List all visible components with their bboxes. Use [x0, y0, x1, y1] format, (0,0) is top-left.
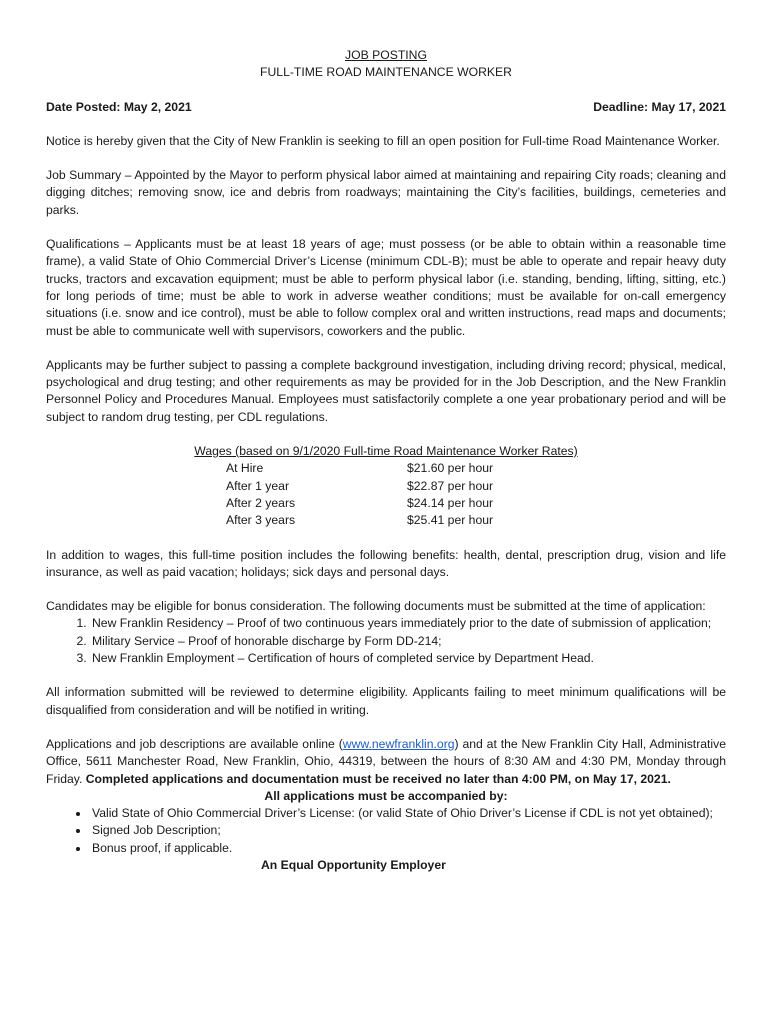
document-title: JOB POSTING [345, 48, 427, 62]
wage-row [46, 460, 726, 477]
list-item: 1. New Franklin Residency – Proof of two continuous years immediately prior to the date of submission of application; [90, 615, 726, 632]
requirements-list [46, 805, 726, 857]
website-link[interactable]: www.newfranklin.org [342, 736, 455, 751]
wage-row [46, 512, 726, 529]
requirements-heading: All applications must be accompanied by: [264, 788, 508, 803]
benefits-paragraph: In addition to wages, this full-time position includes the following benefits: health, dental, prescription drug, vision and life insurance, as well as paid vacation; holidays; sick days and personal days. [46, 547, 726, 579]
background-paragraph: Applicants may be further subject to passing a complete background investigation, including driving record; physical, medical, psychological and drug testing; and other requirements as may be provided for in the Job Description, and the New Franklin Personnel Policy and Procedures Manual. Employees must satisfactorily complete a one year probationary period and will be subject to random drug testing, per CDL regulations. [46, 357, 726, 424]
wage-row [46, 495, 726, 512]
notice-paragraph: Notice is hereby given that the City of New Franklin is seeking to fill an open position for Full-time Road Maintenance Worker. [46, 133, 720, 148]
wage-label: After 3 years [226, 513, 296, 528]
wage-amount: $22.87 per hour [407, 478, 494, 493]
qualifications-paragraph: Qualifications – Applicants must be at least 18 years of age; must possess (or be able to obtain within a reasonable time frame), a valid State of Ohio Commercial Driver’s License (minimum CDL-B); must be able to operate and repair heavy duty trucks, tractors and excavation equipment; must be able to perform physical labor (i.e. standing, bending, lifting, sitting, etc.) for long periods of time; must be able to work in adverse weather conditions; must be available for on-call emergency situations (i.e. snow and ice control), must be able to follow complex oral and written instructions, read maps and documents; must be able to communicate well with supervisors, coworkers and the public. [46, 237, 726, 338]
list-item: • Valid State of Ohio Commercial Driver’s License: (or valid State of Ohio Driver’s License if CDL is not yet obtained); [90, 805, 726, 822]
list-item: • Signed Job Description; [90, 822, 726, 839]
wages-title: Wages (based on 9/1/2020 Full-time Road Maintenance Worker Rates) [194, 444, 578, 459]
date-row [46, 99, 726, 116]
wage-amount: $25.41 per hour [407, 513, 494, 528]
deadline: Deadline: May 17, 2021 [593, 99, 726, 114]
list-item: 2. Military Service – Proof of honorable discharge by Form DD-214; [90, 633, 726, 650]
job-summary-paragraph: Job Summary – Appointed by the Mayor to perform physical labor aimed at maintaining and repairing City roads; cleaning and digging ditches; removing snow, ice and debris from roadways; maintaining the City’s facilities, buildings, cemeteries and parks. [46, 168, 726, 217]
bonus-intro: Candidates may be eligible for bonus consideration. The following documents must be submitted at the time of application: [46, 599, 706, 614]
review-paragraph: All information submitted will be reviewed to determine eligibility. Applicants failing to meet minimum qualifications will be disqualified from consideration and will be notified in writing. [46, 685, 726, 717]
date-posted: Date Posted: May 2, 2021 [46, 99, 192, 114]
wage-label: At Hire [226, 461, 264, 476]
wage-amount: $21.60 per hour [407, 461, 494, 476]
applications-paragraph [46, 736, 726, 788]
wage-amount: $24.14 per hour [407, 495, 494, 510]
applications-text-continued: ) and at the New Franklin City Hall, Administrative Office, 5611 Manchester Road, New Franklin, Ohio, 44319, between the hours of 8:30 AM and 4:30 PM, Monday through Friday. [46, 736, 726, 786]
equal-opportunity-statement: An Equal Opportunity Employer [261, 857, 446, 872]
list-item: 3. New Franklin Employment – Certification of hours of completed service by Department Head. [90, 650, 726, 667]
applications-text: Applications and job descriptions are available online ( [46, 736, 343, 751]
wage-label: After 1 year [226, 478, 289, 493]
deadline-notice: Completed applications and documentation must be received no later than 4:00 PM, on May 17, 2021. [85, 771, 671, 786]
bonus-list [46, 615, 726, 667]
wages-table [46, 443, 726, 529]
wage-row [46, 478, 726, 495]
list-item: • Bonus proof, if applicable. [90, 840, 726, 857]
wage-label: After 2 years [226, 495, 296, 510]
document-subtitle: FULL-TIME ROAD MAINTENANCE WORKER [260, 65, 512, 80]
